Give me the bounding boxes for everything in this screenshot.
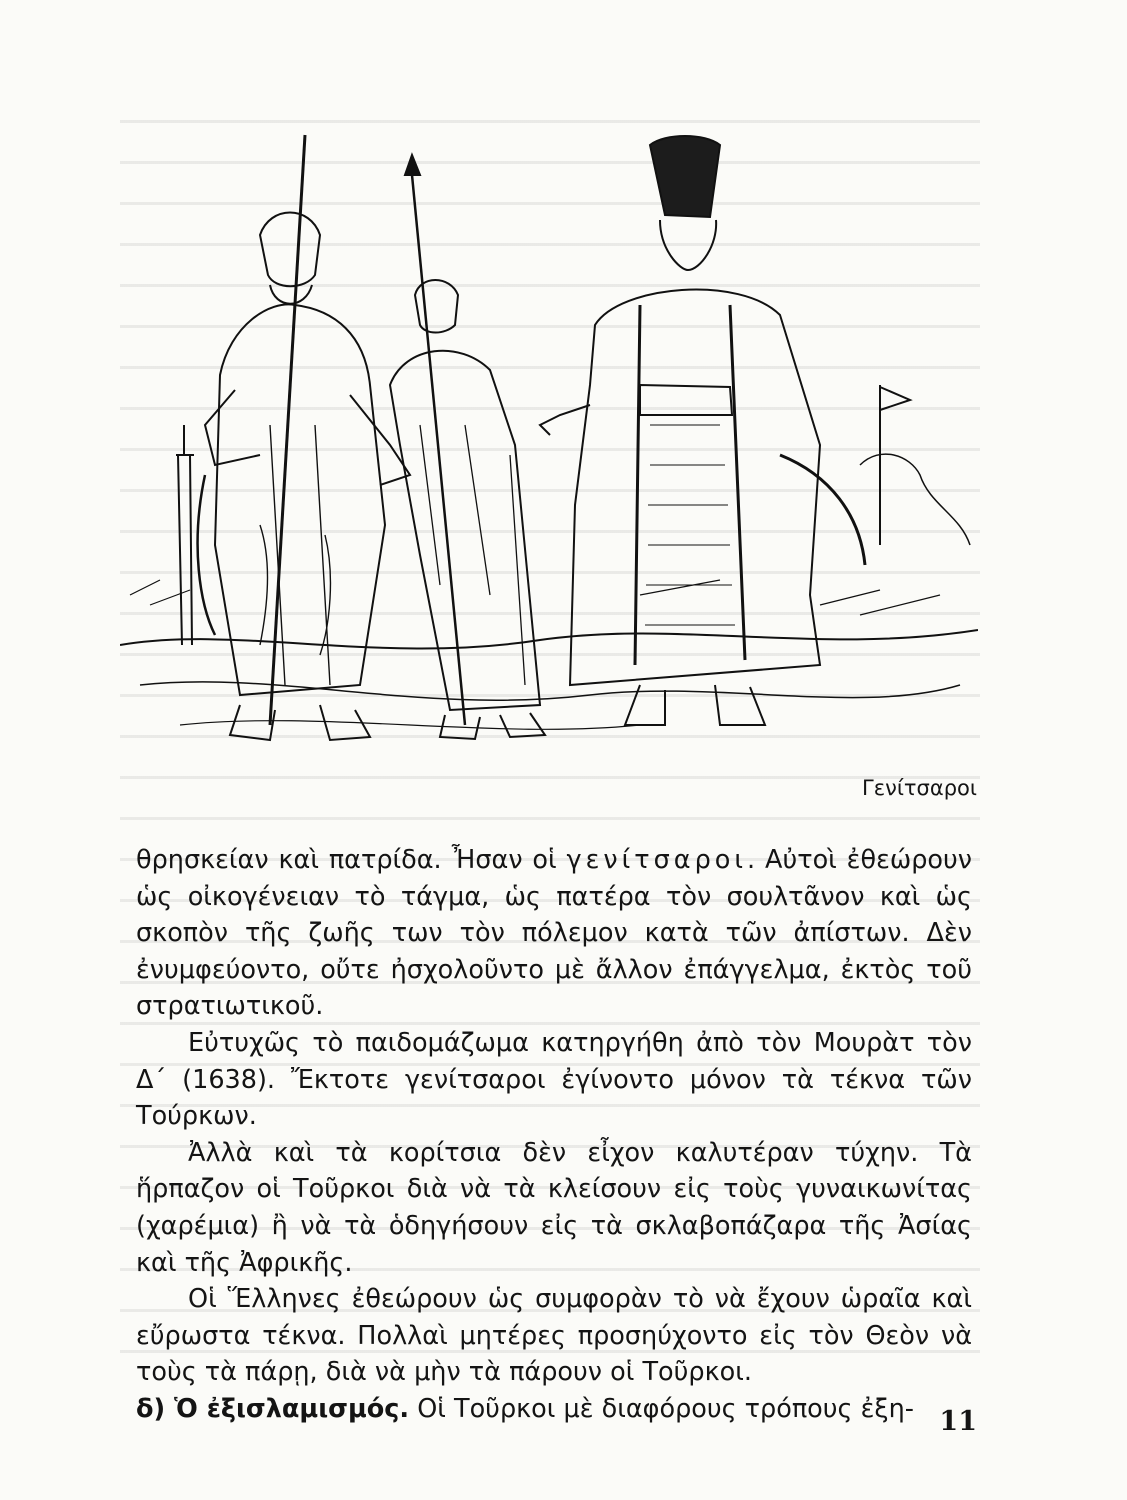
page-number: 11 (939, 1406, 977, 1437)
paragraph-4: Οἱ Ἕλληνες ἐθεώρουν ὡς συμφορὰν τὸ νὰ ἔχουν ὡραῖα καὶ εὔρωστα τέκνα. Πολλαὶ μητέρες προσηύχοντο εἰς τὸν Θεὸν νὰ τοὺς τὰ πάρῃ, διὰ νὰ μὴν τὰ πάρουν οἱ Τοῦρκοι. (136, 1284, 972, 1388)
paragraph-2: Εὐτυχῶς τὸ παιδομάζωμα κατηργήθη ἀπὸ τὸν Μουρὰτ τὸν Δ΄ (1638). Ἔκτοτε γενίτσαροι ἐγίνοντο μόνον τὰ τέκνα τῶν Τούρκων. (136, 1027, 972, 1132)
janissaries-illustration (120, 125, 978, 765)
term-janissaries: γενίτσαροι (566, 845, 748, 875)
paragraph-1: θρησκείαν καὶ πατρίδα. Ἦσαν οἱ γενίτσαροι. Αὐτοὶ ἐθεώρουν ὡς οἰκογένειαν τὸ τάγμα, ὡς πατέρα τὸν σουλτᾶνον καὶ ὡς σκοπὸν τῆς ζωῆς των τὸν πόλεμον κατὰ τῶν ἀπίστων. Δὲν ἐνυμφεύοντο, οὔτε ἠσχολοῦντο μὲ ἄλλον ἐπάγγελμα, ἐκτὸς τοῦ στρατιωτικοῦ. (136, 845, 972, 1022)
body-text (136, 842, 972, 1428)
paragraph-3: Ἀλλὰ καὶ τὰ κορίτσια δὲν εἶχον καλυτέραν τύχην. Τὰ ἥρπαζον οἱ Τοῦρκοι διὰ νὰ τὰ κλείσουν εἰς τοὺς γυναικωνίτας (χαρέμια) ἢ νὰ τὰ ὁδηγήσουν εἰς τὰ σκλαβοπάζαρα τῆς Ἀσίας καὶ τῆς Ἀφρικῆς. (136, 1137, 972, 1278)
figure-caption: Γενίτσαροι (862, 776, 977, 800)
paragraph-5: δ) Ὁ ἐξισλαμισμός. Οἱ Τοῦρκοι μὲ διαφόρους τρόπους ἐξη- (136, 1393, 914, 1424)
section-heading: δ) Ὁ ἐξισλαμισμός. (136, 1393, 410, 1424)
